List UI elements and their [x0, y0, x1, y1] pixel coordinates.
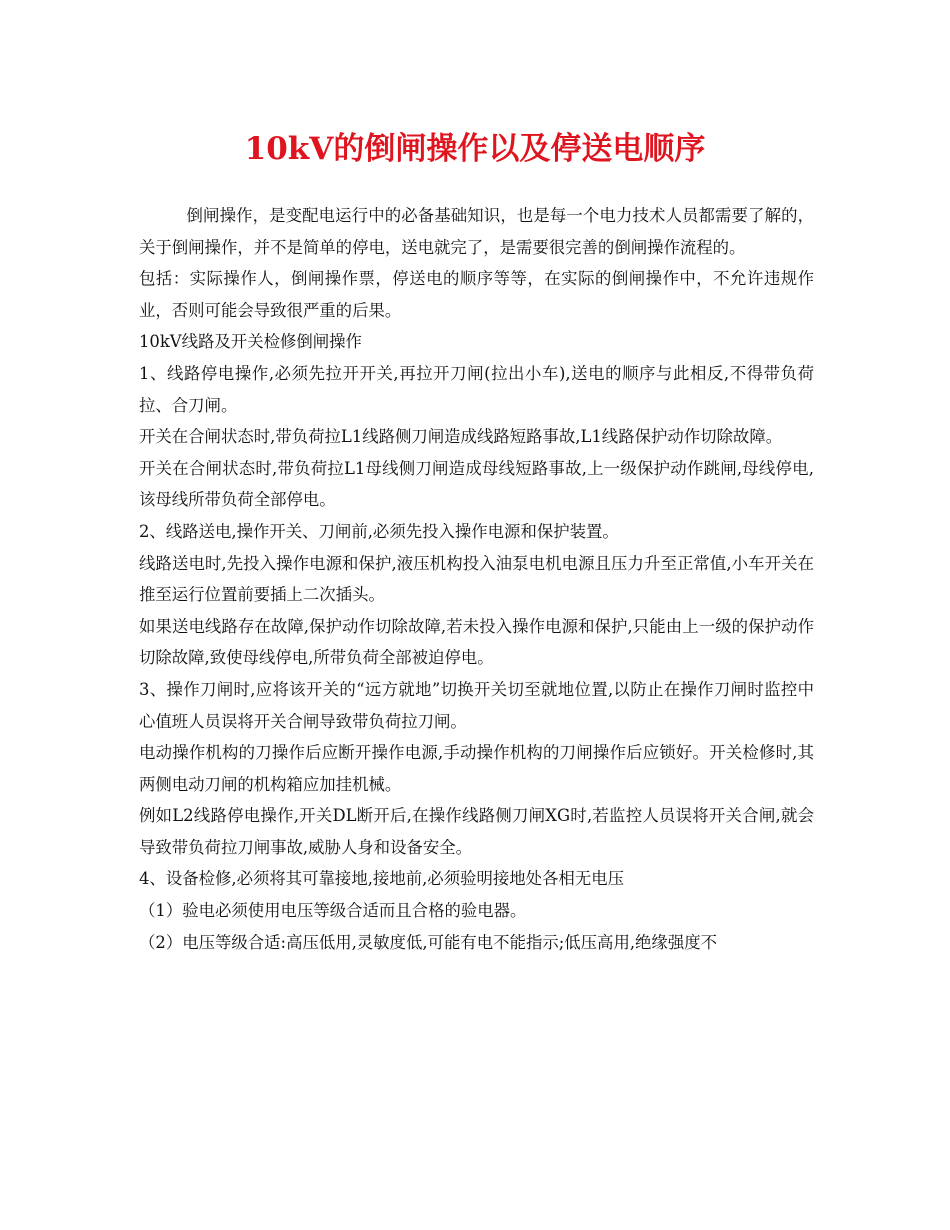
paragraph-step-2-note-b: 如果送电线路存在故障,保护动作切除故障,若未投入操作电源和保护,只能由上一级的保护动作切除故障,致使母线停电,所带负荷全部被迫停电。: [139, 616, 814, 668]
paragraph-step-3: 3、操作刀闸时,应将该开关的“远方就地”切换开关切至就地位置,以防止在操作刀闸时监控中心值班人员误将开关合闸导致带负荷拉刀闸。: [139, 679, 814, 731]
document-title: 10kV的倒闸操作以及停送电顺序: [244, 131, 706, 167]
paragraph-step-4-item-2: （2）电压等级合适:高压低用,灵敏度低,可能有电不能指示;低压高用,绝缘强度不: [139, 932, 717, 952]
paragraph-step-2-note-a: 线路送电时,先投入操作电源和保护,液压机构投入油泵电机电源且压力升至正常值,小车开关在推至运行位置前要插上二次插头。: [139, 553, 814, 605]
paragraph-intro: 倒闸操作，是变配电运行中的必备基础知识，也是每一个电力技术人员都需要了解的，关于倒闸操作，并不是简单的停电，送电就完了，是需要很完善的倒闸操作流程的。: [139, 206, 814, 257]
section-heading: 10kV线路及开关检修倒闸操作: [139, 332, 362, 352]
paragraph-step-1: 1、线路停电操作,必须先拉开开关,再拉开刀闸(拉出小车),送电的顺序与此相反,不得带负荷拉、合刀闸。: [139, 363, 814, 415]
paragraph-includes: 包括：实际操作人，倒闸操作票，停送电的顺序等等，在实际的倒闸操作中，不允许违规作业，否则可能会导致很严重的后果。: [139, 269, 814, 320]
paragraph-step-4-item-1: （1）验电必须使用电压等级合适而且合格的验电器。: [139, 901, 527, 921]
paragraph-step-2: 2、线路送电,操作开关、刀闸前,必须先投入操作电源和保护装置。: [139, 521, 619, 541]
paragraph-step-3-note-a: 电动操作机构的刀操作后应断开操作电源,手动操作机构的刀闸操作后应锁好。开关检修时,其两侧电动刀闸的机构箱应加挂机械。: [139, 743, 814, 794]
paragraph-step-4: 4、设备检修,必须将其可靠接地,接地前,必须验明接地处各相无电压: [139, 869, 624, 889]
paragraph-step-1-note-b: 开关在合闸状态时,带负荷拉L1母线侧刀闸造成母线短路事故,上一级保护动作跳闸,母线停电,该母线所带负荷全部停电。: [139, 458, 814, 510]
paragraph-step-3-note-b: 例如L2线路停电操作,开关DL断开后,在操作线路侧刀闸XG时,若监控人员误将开关合闸,就会导致带负荷拉刀闸事故,威胁人身和设备安全。: [139, 806, 814, 857]
paragraph-step-1-note-a: 开关在合闸状态时,带负荷拉L1线路侧刀闸造成线路短路事故,L1线路保护动作切除故障。: [139, 427, 783, 447]
document-body: [139, 200, 814, 958]
